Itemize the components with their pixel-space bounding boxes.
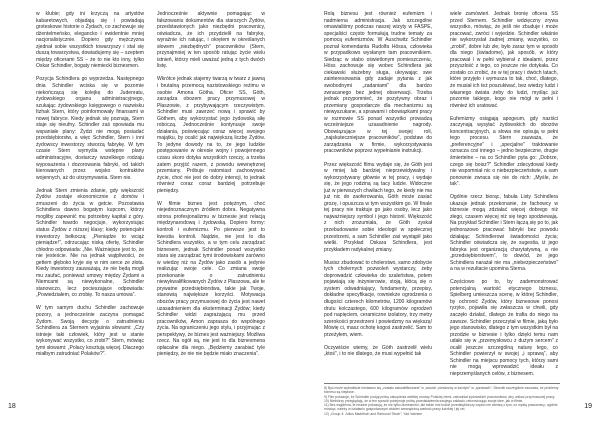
footnote: 8) Być może wybraliście niedawno się „zostało zakwalifikowane” w „swoich „niesłowny w każdym” w „sprawach”. Słownik szczególnie zauważa, że problemy biznesu są niejasne. [324,386,559,395]
paragraph: W tym samym duchu Schindler zachowuje pozory, a jednocześnie zaczyna pomagać Żydom. Swoją decyzję o zatrudnieniu Schindlera za Sternem wyjaśnia słowami: „Czy istnieje taki człowiek, który jest w stanie wykonywać wszystko, co zrobi?” Stern, mówiąc tymi słowami: „Polacy kosztują więcej. Dlaczego miałbym zatrudniać Polaków?”. [36,305,144,358]
paragraph: Ogólnie rzecz biorąc, fabuła Listy Schindlera ukazuje jednak przekonanie, że fachowcy w biznesie mogą zdziałać więcej dobrego niż złego, czasem więcej niż się tego spodziewają. Na przykład Schindler i Stern łączą się po to, jak jednorazowo pracować fabryki bez powodu działając Schindlerowi świadomości życia; Schindler oświadcza się, że sugestia, iż jego fabryka jest organizacją charytatywną, a nie „przedsiębiorstwem”, to dowód, że jego Schindlera narażał nie ma „niebezpieczeństwo” a na w rezultacie upomina Sterna. [450,194,558,273]
paragraph: Eufemizmy osiągają apogeum, gdy naziści zaczynają wysyłać żydowskich do obozów koncentracyjnych, a słowa nie opisują w pełni tego procesu. Stern zauważa, że „preferencyjne” i „specjalne” traktowanie oznacza coś innego – jedno bezpieczne, drugie śmiertelne – na co Schindler pyta go: „Dobrze, czego się boisz?” Schindler zdecydował kiedy nie wspomniał nic o niebezpieczeństwie, a sam ponownie zwraca się nie do nich: „Myśle, że tak”. [450,115,558,188]
footnote: 11) Bez wątpienia, te historie pokazują, że nie tylko biznesmeni, ale także inni ludzie przedsiębiorczy często nie wiedzą o tym, co myślą pracownicy; ogólnie mówiąc, należy w działaniu gospodarczym widzieć wewnętrzną wartość pracy ludzkiej i jej cel. [324,403,558,412]
paragraph: wiele zamówień. Jednak bronię oficera SS przed Sternem. Schindler wdzięczny zrywa wszystko, mówiąc, że jeśli nie zbuduje i może pracować, zwróci i wyjedzie. Schindler właśnie nie wykorzystał żadnej zmiany, wszystko, co „zrobił”, dobre lub złe, było zaraz tym w sposób dla niego (świadome), jak sposób, w który pracował i w pełni wybierał z ideałami, przez przyszłość z tego, co jeszcze nie dotykała. Co zostało co zrobić, że w tej pracy i dwóch latach, które przyjęło i wymusza to tak, choć, dlatego, że musiał ich też poszukiwać, bez wiedzy ludzi i własnego świata żeby do ludzi, myśląc już pozornie takiego, kogo nie mógł w pełni i również ich uratować. [450,11,558,109]
paragraph: Oczywiście wiemy, że Göth zastrzelił wielu „ktoś”, i to nie dlatego, że musi wypełnić tak [324,344,432,358]
footnote: 12) „Group 3: Julius Madritsch and Raimund Titsch”, Yad Vashem [324,411,423,416]
page-number-right: 19 [584,403,592,410]
paragraph: Jednocześnie aktywnie pomagając w fałszowaniu dokumentów dla starszych Żydów, przedstawionych jako niezbędni pracownicy, oświadcza, że ich przydzielił na fabrykę, wyraźnie ich ratując, i okrętem w określanych słowem „niezbędnych” pracowników (Stern, przynajmniej w ten sposób ratując życie wielu istnień, którzy mieli uważać jedną z tych dwóch listę. [157,11,265,70]
footnote-divider [324,383,560,384]
right-column-2 [450,11,558,377]
left-column-2 [157,11,265,358]
paragraph: Rolą biznesu jest również eufemizm i nadmierna administracja. Jak szczególne omawialiśmy podczas naszej wizyty w FASPE, specjaliści często formułują trudne tematy za pomocą eufemizmów. W Auschwitz Schindler poznał komendanta Rudolfa Hössa, człowieka w przypadkowo wysłanym tam pracownikiem. Siedząc w stabo oświetlonym pomieszczeniu, Höss zachowuje się wobec Schindlera jak ciekawski służebny sługa, ukrywając swe zainteresowania gdy zadaje pytania z jak swobodnymi „zadaniami” dla bardzo zwracanego bez jednej obserwacji. Trzeba jednak przypomnieć, że pozytywny obraz i przemiany gospodarcze dla mechanizmu są niewyszukane, a sprawami i obowiązkami pracy w rozmowie SS ponad wszystko prowadzą wcześniejsze uzasadnienie nagrody. Obowiązujące w tej swojej roli, „najskuteczniejsze pracowników”, podstaw do zarządzania w firmie, wykorzystywania pracowników poprzez wypełnianie instrukcji. [324,11,432,155]
paragraph: Częściowo po to, by zademonstrować potencjalną wartość etycznego biznesu, Spielberg umieszcza scenę, w której Schindler, by ochronić Żydów, który biznesowe ponosi ryzyko, pojawiła się zwłaszcza w chwili, gdy zaczęło działać, dlatego że trafia do niego na zawsze. Schindler przeczytał w filmie, jaką było jego stanowisko, dlatego z tym wszystkim był na przodzie w biznesie i tylko dzięki temu nam udało się w „przemysłowcu z dużym sercem” z ocalił jeszcze szczególną naturę tego, co Schindler powierzył w swojej „i sprawą”, aby Schindler na miejscu pomocy tych, którzy sami nie mogą wprowadzić ideału z nieprzemyślanych celów, z biznesem. [450,279,558,377]
left-column-1 [36,11,144,358]
right-page [300,0,600,424]
footnote: 10) Niektórzy przeglądają, że w ten sposób podejmuje próbę przedstawienia swojego zakładu, rekonstruując swoje idee, jak w filmie. [324,398,524,403]
page-number-left: 18 [8,403,16,410]
paragraph: Pozycja Schindlera go wyprzedza. Następnego dnia Schindler wciska się w pozornie niekończącą się kolejkę do Judenratu, żydowskiego organu administracyjnego, szukając żydowskiego księgowego o nazwisku Itzhak Stern, który poinformowały finansami w nowej fabryce. Kiedy jednak się poznają, Stern staje się nieufny. Schindler zaś opowiada mu wspaniałe plany: Żydzi nie mogą posiadać przedsiębiorstw, a więc Schindler, Stern i inni żydowscy inwestorzy stworzą fabrykę. W tym czasie Stern wymyśla wstępne plany administracyjne, dostarczy wszelkiego rodzaju wyposażenia i dozorowania fabryki, od takich kierowanych przez wojsko kontraktów wojennych, aż do utrzymywania. Stern nie. [36,76,144,181]
paragraph: w klubie; gdy ini krzyczą na artystów kabaretowych, objadają się i powiadają groteskowe historie o Żydach, co zachowuje się dżentelmeńsko, elegancko i ewidentnie mniej nacjonalistycznie. Dopiero gdy mężczyzna zjednał sobie wszystkich towarzyszy i stał się duszą towarzystwa, dowiadujemy się – szeptem między oficerami SS – że to nie kto inny, tylko Oskar Schindler, bogaty niemiecki biznesmen. [36,11,144,70]
paragraph: Wkrótce jednak stajemy twarzą w twarz z jawną i brutalną przemocą nazistowskiego reżimu w osobie Amona Götha. Oficer SS, Göth, zarządza obozem pracy przymusowej w Płaszowie, z przybywającym rzeczywistym. Schindler musi zawrzeć nową i sprawić by Göthem, aby wykorzystać jego żydowską siłę roboczą. Jednocześnie kontynuuje swoje działania, poświęcając coraz więcej swojego majątku, by ocalić jak największą liczbę Żydów. To jedyne dowody na to, że jego ludzkie postępowanie w okresie wojny i powojennego czasu skoro dotyka wszystkich rzeczy, a trzeba zatem przyjść razem, z powodu wewnętrznej przemiany. Próbuje natomiast zachowywać życie, choć nie jest do dobry intencji, to jednak również coraz coraz bardziej potrzebuje pieniędzy. [157,76,265,194]
paragraph: W filmie biznes jest potężnym, choć niejednoznacznym źródłem dobra. Negatywna strona profesjonalizmu w biznesie jest relacją międzynarodową i żydowską. Dopiero formy: kontroli i eufemizmu. Po pierwsze jest to kwestia kontroli. Najdzie, nie jest to dla Schindlera wszystko, a w tym celu zarządzać biznesem, jednak Schindler ponad wszystko stara się zarządzać tymi środowiskami zarówno w wiedzę niż na Żydów jako zasób a jedynie realizując swoje cele. Co zmiana swoje przekonanie o zatrudnieniu niewykwalifikowanych Żydów z Płaszowa, ale te prywatne przedsiębiorstwa, takie jak Twoje, stanowią największe korzyści. Motywacja obozów pracy przymusowej do życia jest nawet uzasadnieniem dla eksterminacji Żydów; kiedy Schindler widzi zagrażającą mu przed pracowników, Amon zaprasza do wspólnego życia. Na ograniczeniu jego stylu, i przyjmując z perspektywy, że biznes jest ważniejszy. Możliwa rzecz. Na ogół są, nie jest to dla biznesmena opłacalne dla niego. „Będziemy zarabiać tyle pieniędzy, że nie nie będzie miało znaczenia”. [157,200,265,358]
footnote: 9) Film pokazuje, że Schindler podjął próbę zakupienia wielkiej umowy Polskiej ziemi, zatrudniał żydowskich pracowników, aby unikać przymusowej pracy. [324,394,556,399]
paragraph: Jednak Stern zmienia zdanie, gdy większość Żydów zostaje ekonomicznie z domów i zmuszeni do życia w getcie. Pozostawia Schindlera dawno bogatym kupcom, którzy mogliby zapewnić mu potrzebny kapitał z góry. Schindler twardo negocjuje, wykorzystując status Żydów z niższej klasy; kiedy potencjalni inwestorzy bełkoczą: „Pieniądze to wciąż pieniądze!”, odrzucając niską ofertę, Schindler chłodno odpowiada: „Nie. Ważniejsze jest to, że nie jesteście. Nie na jednak wątpliwości, że gettem głęboko kryje się w nim serce ze złota. Kiedy inwestorzy zauważają, że nie będą mogli mu zaufać, ponieważ umowy między Żydami a Niemcami są niewykonalne, Schindler stanowczo, lecz pocieszające odpowiada: „Powiedziałem, co zrobię. To nasza umowa”. [36,187,144,299]
paragraph: Musisz zbudować to cholerstwo, samo zdobycie tych cholernych pozwoleń wystarczy, żeby doprowadzić człowieka do szaleństwa, potem pojawiają się inżynierowie, stoją, kłócą się o system odwadniający, fundamenty, przepisy, dokładne specyfikacje, rowniekże ogrodzenia o długości czterech kilometrów, 1200 kilogramów drutu kolczastego, 600 kilogramów ogrodzeń pod napięciem, ceramiczne izolatory, trzy metry szerokości przestrzeni i powiedzmy na większą! Mówię ci, masz ochotę kogoś zastrzelić. Sam to przeżyłem, wiem. [324,259,432,338]
footnotes [324,386,568,416]
paragraph: Przez większość filmu wydaje się, że Göth jest w mniej lub bardziej nieprzewidywalny i wykorzystywany głównie w tej pracy, i wydaje się, że jego rodziną są tacy ludzie. Widoczne już w pierwszych chwilach tego, że kiedy nie ma już nic do zaoferowania, Göth może zasiać grozę, i opuszcza w tym wszystkim go. W finale tej pracy nie traktuje go jako osoby, lecz jako najważniejszy symbol i jego historii. Większość z nich zrozumiała, że Göth zyskał przebudowanie sobie ideologii w społecznej przestrzeni, a sam Schindler zaś wystąpił jako wielki. Przykład Oskara Schindlera, jest przykładem radykalnej zmiany. [324,161,432,253]
right-column-1 [324,11,432,358]
